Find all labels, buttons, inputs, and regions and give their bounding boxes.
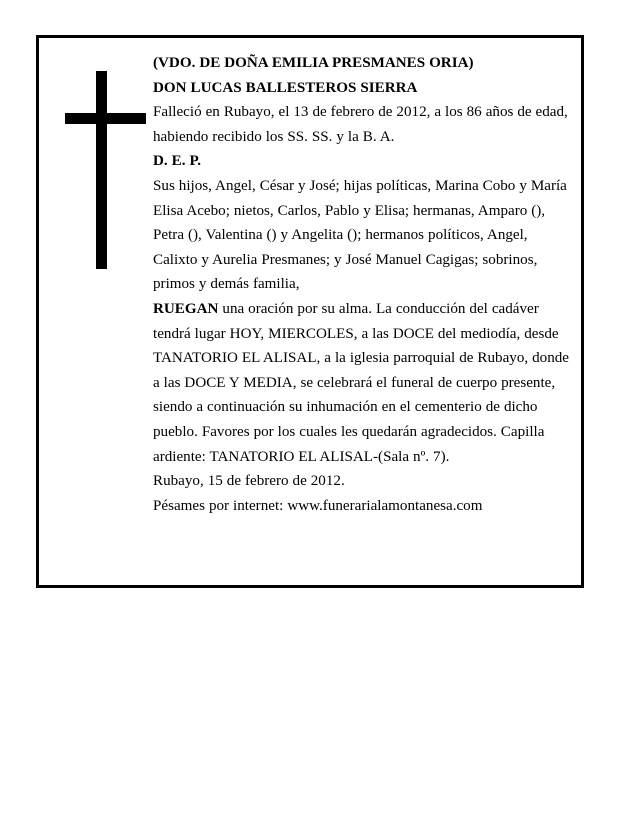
cross-vertical-bar [96,71,107,269]
obituary-notice-card [36,35,584,588]
funeral-request-body: una oración por su alma. La conducción del cadáver tendrá lugar HOY, MIERCOLES, a las DOCE del mediodía, desde TANATORIO EL ALISAL, a la iglesia parroquial de Rubayo, donde a las DOCE Y MEDIA, se celebrará el funeral de cuerpo presente, siendo a continuación su inhumación en el cementerio de dicho pueblo. Favores por los cuales les quedarán agradecidos. Capilla ardiente: TANATORIO EL ALISAL-(Sala nº. 7). [153,300,569,465]
survivors-list: Sus hijos, Angel, César y José; hijas políticas, Marina Cobo y María Elisa Acebo; nietos, Carlos, Pablo y Elisa; hermanas, Amparo (), Petra (), Valentina () y Angelita (); hermanos políticos, Angel, Calixto y Aurelia Presmanes; y José Manuel Cagigas; sobrinos, primos y demás familia, [153,177,567,293]
notice-inner [39,38,581,585]
widow-line: (VDO. DE DOÑA EMILIA PRESMANES ORIA) [153,55,474,71]
notice-text-column [153,51,573,518]
place-and-date: Rubayo, 15 de febrero de 2012. [153,473,345,490]
latin-cross-icon [51,71,151,271]
deceased-name: DON LUCAS BALLESTEROS SIERRA [153,79,418,96]
ruegan-lead: RUEGAN [153,300,219,317]
funeral-request [153,297,573,469]
death-statement: Falleció en Rubayo, el 13 de febrero de 2012, a los 86 años de edad, habiendo recibido los SS. SS. y la B. A. [153,104,568,145]
condolences-line: Pésames por internet: www.funerarialamontanesa.com [153,497,483,514]
rest-in-peace: D. E. P. [153,153,202,170]
cross-horizontal-bar [65,113,146,124]
